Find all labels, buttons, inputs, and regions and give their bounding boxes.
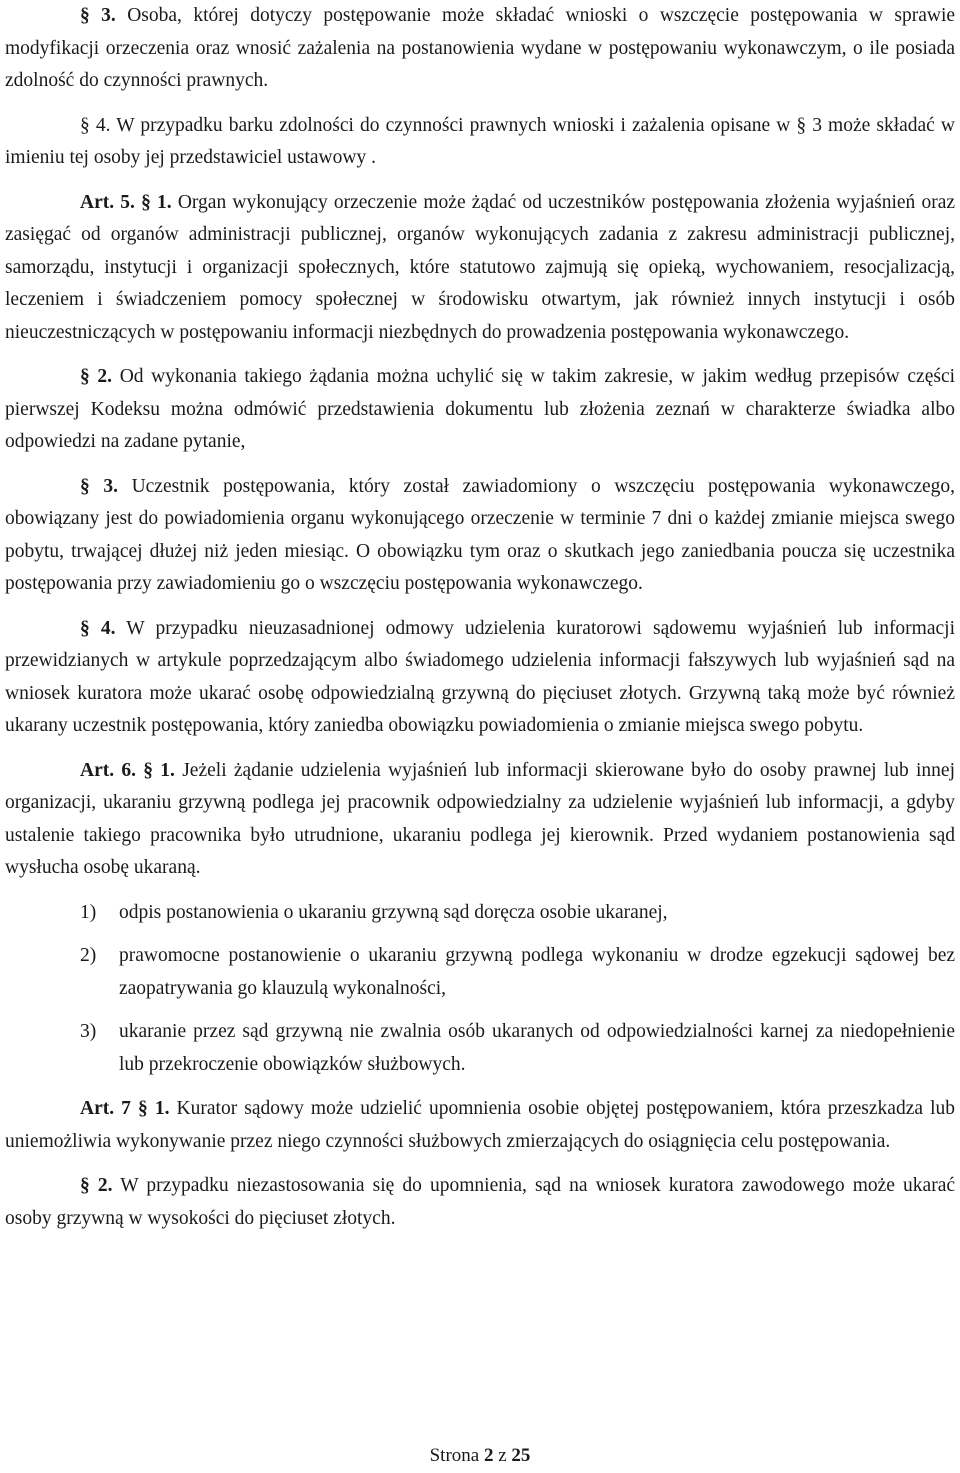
list-item xyxy=(80,940,955,1005)
section-marker: § 4. xyxy=(80,114,111,136)
list-item-text: odpis postanowienia o ukaraniu grzywną sąd doręcza osobie ukaranej, xyxy=(119,901,668,923)
paragraph-art5-s4 xyxy=(5,613,955,743)
paragraph-art5-s1 xyxy=(5,187,955,350)
paragraph-text: Jeżeli żądanie udzielenia wyjaśnień lub informacji skierowane było do osoby prawnej lub innej organizacji, ukaraniu grzywną podlega jej pracownik odpowiedzialny za udzielenie wyjaśnień lub informacji, a gdyby ustalenie takiego pracownika było utrudnione, ukaraniu podlega jej kierownik. Przed wydaniem postanowienia sąd wysłucha osobę ukaraną. xyxy=(5,759,956,878)
section-marker: § 4. xyxy=(80,617,116,639)
list-item-text: ukaranie przez sąd grzywną nie zwalnia osób ukaranych od odpowiedzialności karnej za niedopełnienie lub przekroczenie obowiązków służbowych. xyxy=(119,1021,955,1075)
total-page-count: 25 xyxy=(511,1445,531,1466)
paragraph-text: Osoba, której dotyczy postępowanie może składać wnioski o wszczęcie postępowania w sprawie modyfikacji orzeczenia oraz wnosić zażalenia na postanowienia wydane w postępowaniu wykonawczym, o ile posiada zdolność do czynności prawnych. xyxy=(5,5,956,91)
article-marker: Art. 5. § 1. xyxy=(80,191,172,213)
paragraph-art4-s3 xyxy=(5,0,955,98)
list-item-number: 2) xyxy=(80,945,97,966)
current-page-number: 2 xyxy=(483,1445,494,1466)
list-item-number: 1) xyxy=(80,901,97,923)
paragraph-art7-s1 xyxy=(5,1093,955,1158)
list-item-text: prawomocne postanowienie o ukaraniu grzywną podlega wykonaniu w drodze egzekucji sądowej bez zaopatrywania go klauzulą wykonalności, xyxy=(119,945,955,999)
paragraph-text: Uczestnik postępowania, który został zawiadomiony o wszczęciu postępowania wykonawczego, obowiązany jest do powiadomienia organu wykonującego orzeczenie w terminie 7 dni o każdej zmianie miejsca swego pobytu, trwającej dłużej niż jeden miesiąc. O obowiązku tym oraz o skutkach jego zaniedbania poucza się uczestnika postępowania przy zawiadomieniu go o wszczęciu postępowania wykonawczego. xyxy=(5,475,956,594)
section-marker: § 2. xyxy=(80,1175,113,1196)
paragraph-text: Kurator sądowy może udzielić upomnienia osobie objętej postępowaniem, która przeszkadza lub uniemożliwia wykonywanie przez niego czynności służbowych zmierzających do osiągnięcia celu postępowania. xyxy=(5,1098,956,1152)
section-marker: § 3. xyxy=(80,475,118,497)
page-number-separator: z xyxy=(498,1445,507,1466)
paragraph-text: W przypadku barku zdolności do czynności prawnych wnioski i zażalenia opisane w § 3 może składać w imieniu tej osoby jej przedstawiciel ustawowy . xyxy=(5,114,956,168)
list-item xyxy=(80,897,955,930)
paragraph-art7-s2 xyxy=(5,1170,955,1235)
list-item xyxy=(80,1016,955,1081)
paragraph-text: Od wykonania takiego żądania można uchylić się w takim zakresie, w jakim według przepisów części pierwszej Kodeksu można odmówić przedstawienia dokumentu lub złożenia zeznań w charakterze świadka albo odpowiedzi na zadane pytanie, xyxy=(5,366,956,452)
paragraph-text: Organ wykonujący orzeczenie może żądać od uczestników postępowania złożenia wyjaśnień oraz zasięgać od organów administracji publicznej, organów wykonujących zadania z zakresu administracji publicznej, samorządu, instytucji i organizacji społecznych, które statutowo zajmują się opieką, wychowaniem, resocjalizacją, leczeniem i świadczeniem pomocy społecznej w środowisku otwartym, jak również innych instytucji i osób nieuczestniczących w postępowaniu informacji niezbędnych do prowadzenia postępowania wykonawczego. xyxy=(5,191,955,343)
paragraph-art5-s3 xyxy=(5,471,955,601)
section-marker: § 3. xyxy=(80,5,116,26)
section-marker: § 2. xyxy=(80,366,113,387)
list-item-number: 3) xyxy=(80,1021,97,1042)
paragraph-text: W przypadku nieuzasadnionej odmowy udzielenia kuratorowi sądowemu wyjaśnień lub informacji przewidzianych w artykule poprzedzającym albo świadomego udzielenia informacji fałszywych lub wyjaśnień sąd na wniosek kuratora może ukarać osobę odpowiedzialną grzywną do pięciuset złotych. Grzywną taką może być również ukarany uczestnik postępowania, który zaniedba obowiązku powiadomienia o zmianie miejsca swego pobytu. xyxy=(5,617,955,736)
page-number-label: Strona xyxy=(429,1445,480,1466)
art6-point-list xyxy=(5,897,955,1082)
article-marker: Art. 6. § 1. xyxy=(80,759,175,781)
article-marker: Art. 7 § 1. xyxy=(80,1098,170,1119)
paragraph-text: W przypadku niezastosowania się do upomnienia, sąd na wniosek kuratora zawodowego może ukarać osoby grzywną w wysokości do pięciuset złotych. xyxy=(5,1175,955,1229)
paragraph-art5-s2 xyxy=(5,361,955,459)
paragraph-art6-s1 xyxy=(5,755,955,885)
document-page xyxy=(5,0,955,1235)
paragraph-art4-s4 xyxy=(5,110,955,175)
page-footer xyxy=(0,1443,960,1469)
